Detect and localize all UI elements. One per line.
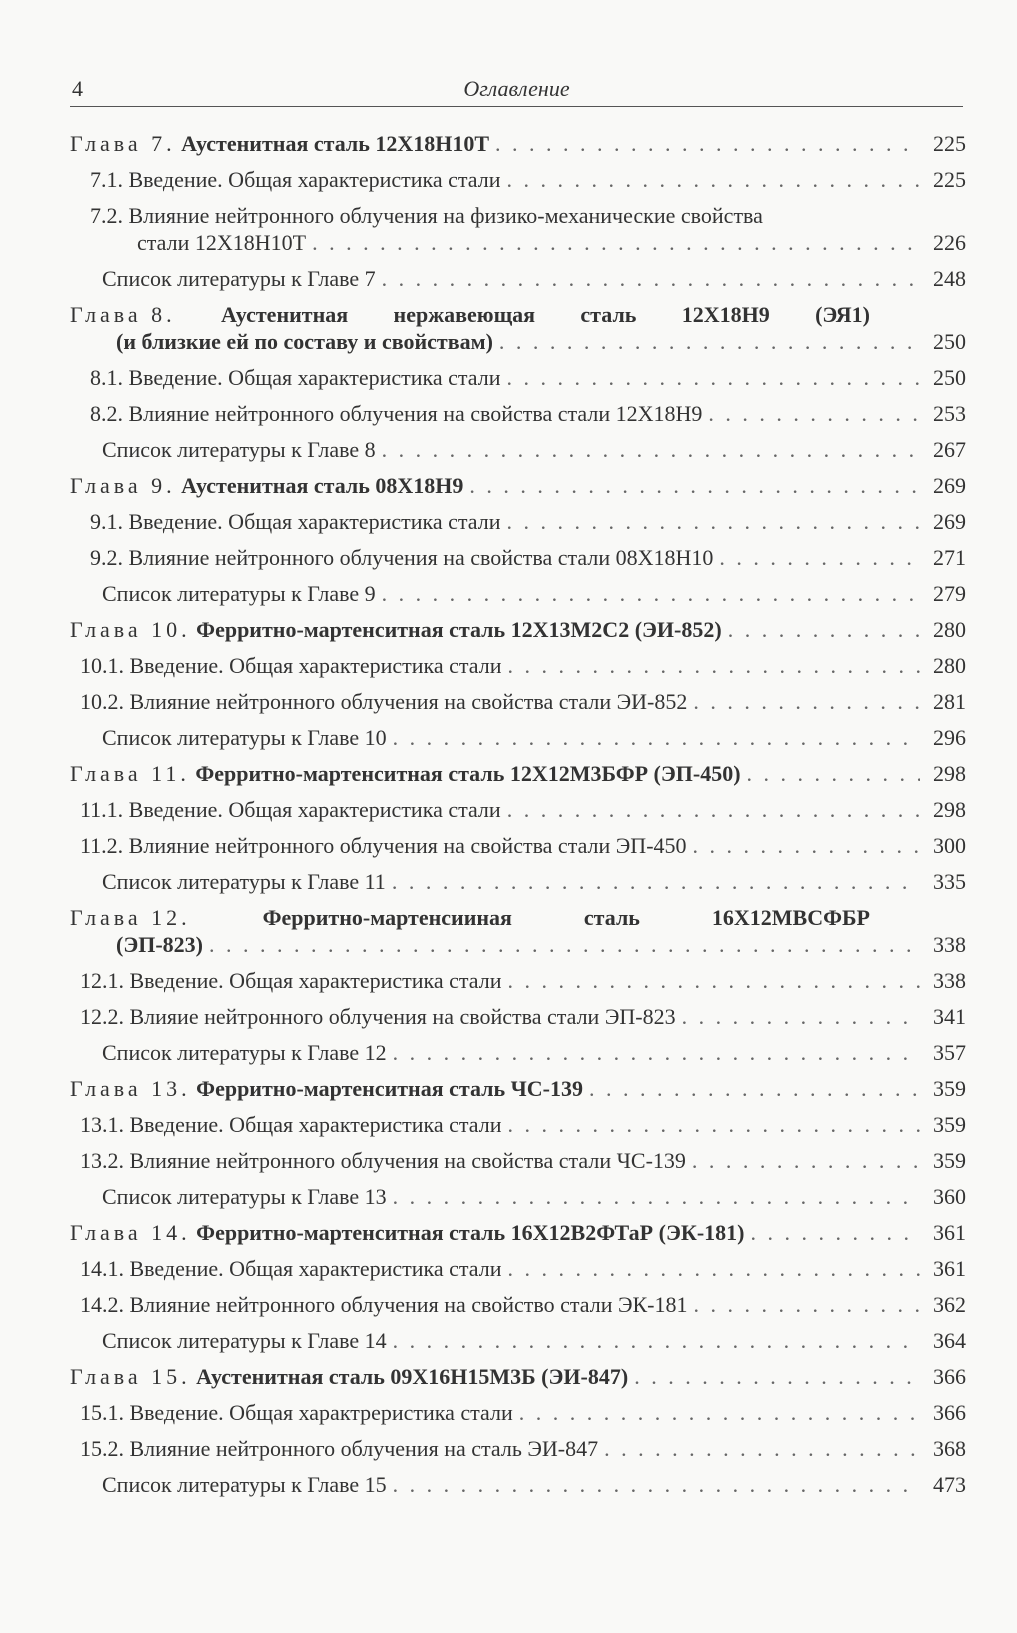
literature-title: Список литературы к Главе 13 — [102, 1184, 387, 1209]
section-page: 298 — [933, 797, 966, 822]
running-header — [70, 72, 963, 107]
section-page: 269 — [933, 509, 966, 534]
section-page: 368 — [933, 1436, 966, 1461]
section-title: 9.1. Введение. Общая характеристика стали — [90, 509, 501, 534]
dot-leader — [728, 616, 920, 643]
toc-section[interactable] — [70, 400, 966, 427]
section-page: 225 — [933, 167, 966, 192]
chapter-heading[interactable] — [70, 616, 966, 643]
toc-section[interactable] — [70, 1435, 966, 1462]
section-title-line1: 7.2. Влияние нейтронного облучения на физико-механические свойства — [90, 203, 763, 228]
chapter-title: Аустенитная сталь 12Х18Н10Т — [181, 131, 490, 156]
dot-leader — [209, 931, 920, 958]
section-page: 253 — [933, 401, 966, 426]
literature-title: Список литературы к Главе 15 — [102, 1472, 387, 1497]
dot-leader — [312, 229, 920, 256]
section-title: 11.2. Влияние нейтронного облучения на свойства стали ЭП-450 — [80, 833, 687, 858]
dot-leader — [393, 1183, 920, 1210]
chapter-page: 269 — [933, 473, 966, 498]
dot-leader — [719, 544, 920, 571]
chapter-9 — [70, 472, 966, 607]
section-title: 8.1. Введение. Общая характеристика стали — [90, 365, 501, 390]
literature-page: 473 — [933, 1472, 966, 1497]
dot-leader — [589, 1075, 920, 1102]
chapter-label: Глава 15. — [70, 1364, 191, 1389]
chapter-label: Глава 13. — [70, 1076, 191, 1101]
chapter-page: 225 — [933, 131, 966, 156]
chapter-label: Глава 12. — [70, 905, 191, 930]
literature-page: 335 — [933, 869, 966, 894]
literature-page: 267 — [933, 437, 966, 462]
dot-leader — [393, 1471, 920, 1498]
dot-leader — [693, 832, 920, 859]
section-page: 359 — [933, 1148, 966, 1173]
chapter-title: Ферритно-мартенситная сталь 16Х12В2ФТаР (ЭК-181) — [196, 1220, 745, 1245]
chapter-heading-continued[interactable] — [70, 328, 966, 355]
chapter-title-word: Аустенитная — [221, 302, 349, 327]
dot-leader — [393, 1039, 920, 1066]
section-page: 366 — [933, 1400, 966, 1425]
dot-leader — [507, 508, 920, 535]
section-title: 13.1. Введение. Общая характеристика стали — [80, 1112, 502, 1137]
dot-leader — [393, 724, 920, 751]
chapter-heading[interactable] — [70, 904, 870, 931]
toc-literature[interactable] — [70, 436, 966, 463]
dot-leader — [508, 1255, 920, 1282]
toc-section-continued[interactable] — [70, 229, 966, 256]
dot-leader — [508, 967, 920, 994]
literature-page: 357 — [933, 1040, 966, 1065]
dot-leader — [694, 1291, 920, 1318]
section-page: 362 — [933, 1292, 966, 1317]
section-title: 8.2. Влияние нейтронного облучения на свойства стали 12Х18Н9 — [90, 401, 703, 426]
literature-page: 360 — [933, 1184, 966, 1209]
toc-section[interactable] — [70, 1291, 966, 1318]
chapter-10 — [70, 616, 966, 751]
section-page: 361 — [933, 1256, 966, 1281]
section-title: 10.2. Влияние нейтронного облучения на свойства стали ЭИ-852 — [80, 689, 688, 714]
chapter-title-line2: (и близкие ей по составу и свойствам) — [116, 329, 493, 354]
dot-leader — [682, 1003, 920, 1030]
section-page: 226 — [933, 230, 966, 255]
literature-title: Список литературы к Главе 10 — [102, 725, 387, 750]
section-title: 14.1. Введение. Общая характеристика стали — [80, 1256, 502, 1281]
toc-section[interactable] — [70, 1003, 966, 1030]
dot-leader — [519, 1399, 920, 1426]
section-title-line2: стали 12Х18Н10Т — [137, 230, 307, 255]
toc-literature[interactable] — [70, 580, 966, 607]
literature-title: Список литературы к Главе 11 — [102, 869, 386, 894]
section-title: 13.2. Влияние нейтронного облучения на свойства стали ЧС-139 — [80, 1148, 686, 1173]
chapter-title-word: сталь — [580, 302, 637, 327]
toc-literature[interactable] — [70, 868, 966, 895]
toc-section[interactable] — [70, 1255, 966, 1282]
toc-literature[interactable] — [70, 265, 966, 292]
toc-section[interactable] — [70, 364, 966, 391]
dot-leader — [507, 796, 920, 823]
section-page: 271 — [933, 545, 966, 570]
chapter-8 — [70, 301, 966, 463]
chapter-page: 359 — [933, 1076, 966, 1101]
section-page: 341 — [933, 1004, 966, 1029]
chapter-7 — [70, 130, 966, 292]
literature-title: Список литературы к Главе 14 — [102, 1328, 387, 1353]
toc-section[interactable] — [70, 652, 966, 679]
toc-section[interactable] — [70, 508, 966, 535]
dot-leader — [747, 760, 920, 787]
toc-section[interactable] — [70, 1147, 966, 1174]
toc-section[interactable] — [70, 544, 966, 571]
dot-leader — [507, 166, 920, 193]
table-of-contents — [70, 130, 966, 1507]
section-title: 10.1. Введение. Общая характеристика стали — [80, 653, 502, 678]
section-title: 15.1. Введение. Общая характрeристика стали — [80, 1400, 513, 1425]
section-title: 12.1. Введение. Общая характеристика стали — [80, 968, 502, 993]
toc-literature[interactable] — [70, 1039, 966, 1066]
dot-leader — [708, 400, 920, 427]
chapter-label: Глава 7. — [70, 131, 176, 156]
section-title: 9.2. Влияние нейтронного облучения на свойства стали 08Х18Н10 — [90, 545, 714, 570]
chapter-page: 366 — [933, 1364, 966, 1389]
section-page: 300 — [933, 833, 966, 858]
chapter-11 — [70, 760, 966, 895]
chapter-page: 361 — [933, 1220, 966, 1245]
dot-leader — [750, 1219, 920, 1246]
chapter-page: 250 — [933, 329, 966, 354]
section-page: 359 — [933, 1112, 966, 1137]
chapter-page: 280 — [933, 617, 966, 642]
chapter-label: Глава 9. — [70, 473, 176, 498]
dot-leader — [495, 130, 920, 157]
chapter-title: Ферритно-мартенситная сталь 12Х13М2С2 (ЭИ-852) — [196, 617, 722, 642]
chapter-13 — [70, 1075, 966, 1210]
chapter-title-word: Ферритно-мартенсииная — [262, 905, 512, 930]
toc-section[interactable] — [70, 967, 966, 994]
section-title: 11.1. Введение. Общая характеристика стали — [80, 797, 501, 822]
chapter-14 — [70, 1219, 966, 1354]
literature-title: Список литературы к Главе 7 — [102, 266, 376, 291]
page-number: 4 — [72, 76, 83, 101]
literature-title: Список литературы к Главе 9 — [102, 581, 376, 606]
chapter-heading[interactable] — [70, 472, 966, 499]
toc-literature[interactable] — [70, 1327, 966, 1354]
chapter-heading[interactable] — [70, 760, 966, 787]
running-title: Оглавление — [463, 76, 570, 101]
chapter-title: Аустенитная сталь 08Х18Н9 — [181, 473, 464, 498]
chapter-title: Аустенитная сталь 09Х16Н15М3Б (ЭИ-847) — [196, 1364, 629, 1389]
toc-section[interactable] — [70, 832, 966, 859]
dot-leader — [382, 265, 920, 292]
chapter-label: Глава 10. — [70, 617, 191, 642]
section-page: 281 — [933, 689, 966, 714]
dot-leader — [392, 868, 920, 895]
chapter-page: 298 — [933, 761, 966, 786]
literature-title: Список литературы к Главе 8 — [102, 437, 376, 462]
section-page: 338 — [933, 968, 966, 993]
chapter-title: Ферритно-мартенситная сталь 12Х12М3БФР (ЭП-450) — [195, 761, 741, 786]
dot-leader — [508, 652, 920, 679]
chapter-title-word: 16Х12МВСФБР — [711, 905, 870, 930]
dot-leader — [604, 1435, 920, 1462]
dot-leader — [382, 580, 920, 607]
dot-leader — [693, 688, 920, 715]
dot-leader — [508, 1111, 920, 1138]
chapter-label: Глава 8. — [70, 302, 176, 327]
chapter-title-line2: (ЭП-823) — [116, 932, 204, 957]
toc-section[interactable] — [70, 166, 966, 193]
chapter-heading[interactable] — [70, 1363, 966, 1390]
toc-section[interactable] — [70, 688, 966, 715]
chapter-title-word: (ЭЯ1) — [815, 302, 870, 327]
section-title: 12.2. Влияие нейтронного облучения на свойства стали ЭП-823 — [80, 1004, 676, 1029]
chapter-heading[interactable] — [70, 1219, 966, 1246]
section-page: 250 — [933, 365, 966, 390]
chapter-title-word: 12Х18Н9 — [681, 302, 770, 327]
chapter-page: 338 — [933, 932, 966, 957]
dot-leader — [469, 472, 920, 499]
toc-literature[interactable] — [70, 724, 966, 751]
chapter-12 — [70, 904, 966, 1066]
chapter-title: Ферритно-мартенситная сталь ЧС-139 — [196, 1076, 584, 1101]
dot-leader — [499, 328, 920, 355]
literature-page: 248 — [933, 266, 966, 291]
literature-page: 296 — [933, 725, 966, 750]
chapter-heading-continued[interactable] — [70, 931, 966, 958]
toc-literature[interactable] — [70, 1471, 966, 1498]
toc-section[interactable] — [70, 202, 966, 229]
chapter-15 — [70, 1363, 966, 1498]
literature-title: Список литературы к Главе 12 — [102, 1040, 387, 1065]
chapter-label: Глава 14. — [70, 1220, 191, 1245]
dot-leader — [507, 364, 920, 391]
section-title: 14.2. Влияние нейтронного облучения на свойство стали ЭК-181 — [80, 1292, 688, 1317]
toc-section[interactable] — [70, 1399, 966, 1426]
dot-leader — [692, 1147, 920, 1174]
chapter-title-word: сталь — [583, 905, 640, 930]
toc-section[interactable] — [70, 1111, 966, 1138]
toc-literature[interactable] — [70, 1183, 966, 1210]
dot-leader — [382, 436, 920, 463]
chapter-heading[interactable] — [70, 1075, 966, 1102]
chapter-title-word: нержавеющая — [393, 302, 536, 327]
dot-leader — [393, 1327, 920, 1354]
literature-page: 364 — [933, 1328, 966, 1353]
chapter-heading[interactable] — [70, 301, 870, 328]
chapter-heading[interactable] — [70, 130, 966, 157]
dot-leader — [634, 1363, 920, 1390]
literature-page: 279 — [933, 581, 966, 606]
toc-section[interactable] — [70, 796, 966, 823]
section-title: 15.2. Влияние нейтронного облучения на сталь ЭИ-847 — [80, 1436, 599, 1461]
section-title: 7.1. Введение. Общая характеристика стали — [90, 167, 501, 192]
chapter-label: Глава 11. — [70, 761, 190, 786]
section-page: 280 — [933, 653, 966, 678]
